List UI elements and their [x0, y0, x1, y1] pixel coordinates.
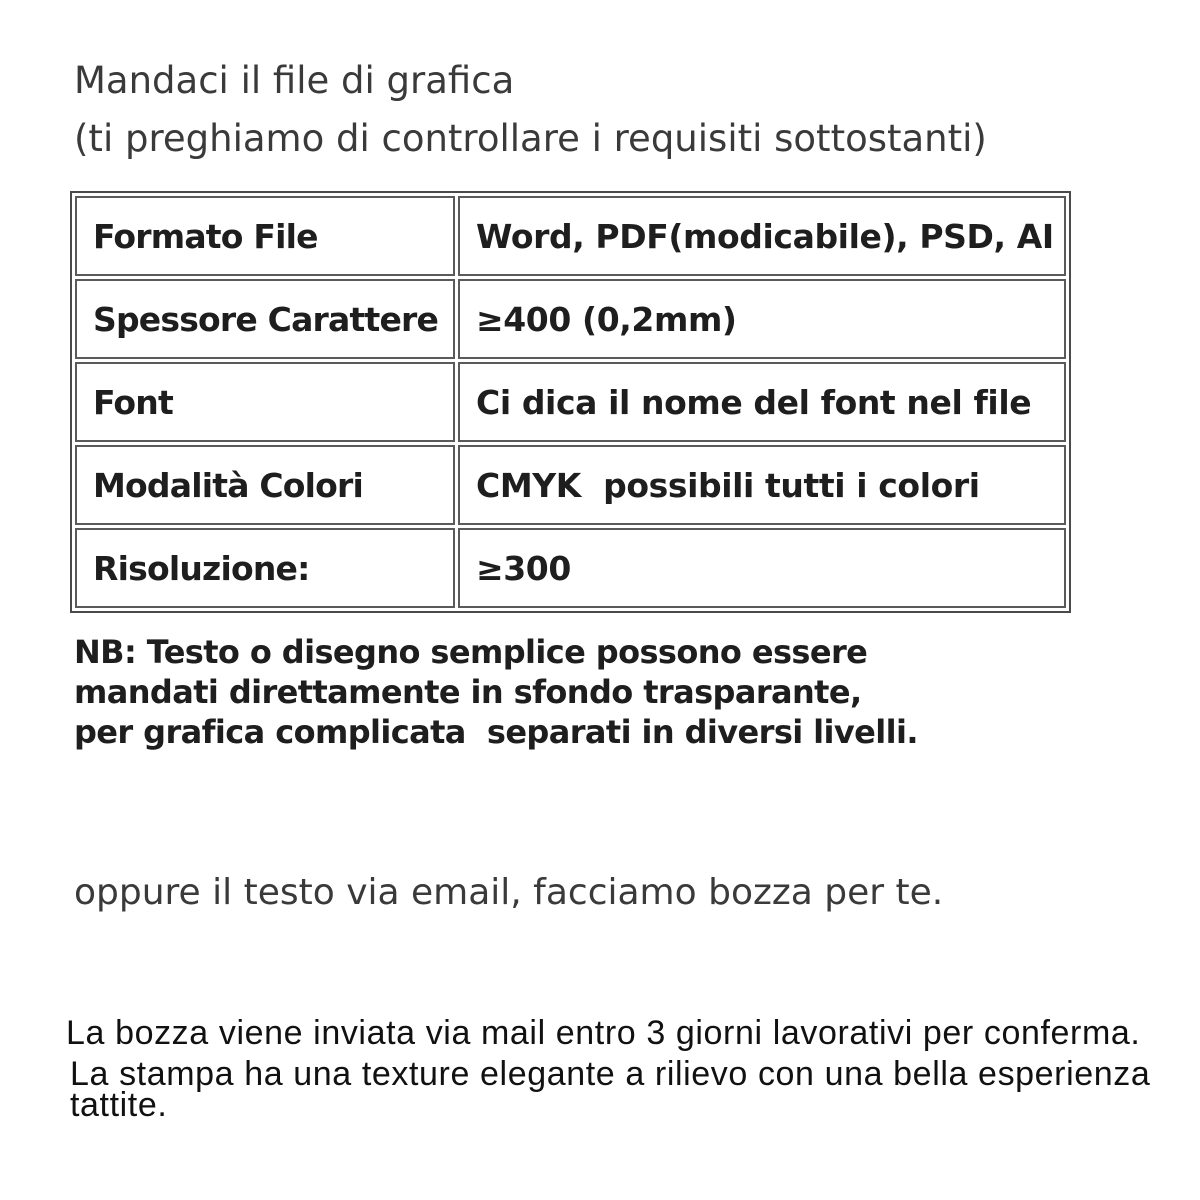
row-value-stroke-thickness: ≥400 (0,2mm) [458, 279, 1066, 359]
intro-heading [74, 52, 1174, 168]
note-line-2: mandati direttamente in sfondo trasparante, [74, 673, 862, 711]
table-row [75, 196, 1066, 276]
row-label-stroke-thickness: Spessore Carattere [75, 279, 455, 359]
row-label-font: Font [75, 362, 455, 442]
row-value-color-mode: CMYK possibili tutti i colori [458, 445, 1066, 525]
intro-line-1: Mandaci il file di grafica [74, 59, 515, 102]
table-row [75, 445, 1066, 525]
row-label-color-mode: Modalità Colori [75, 445, 455, 525]
row-label-file-format: Formato File [75, 196, 455, 276]
note-line-1: NB: Testo o disegno semplice possono essere [74, 633, 868, 671]
note-paragraph [74, 632, 1174, 752]
row-label-resolution: Risoluzione: [75, 528, 455, 608]
row-value-resolution: ≥300 [458, 528, 1066, 608]
file-requirements-table [70, 191, 1071, 613]
table-row [75, 528, 1066, 608]
row-value-file-format: Word, PDF(modicabile), PSD, AI [458, 196, 1066, 276]
print-texture-text: La stampa ha una texture elegante a rilievo con una bella esperienza tattite. [70, 1055, 1151, 1124]
email-option-text: oppure il testo via email, facciamo bozza per te. [74, 872, 944, 913]
table-row [75, 362, 1066, 442]
intro-line-2: (ti preghiamo di controllare i requisiti sottostanti) [74, 117, 987, 160]
footer-info [66, 1014, 1176, 1131]
table-row [75, 279, 1066, 359]
note-line-3: per grafica complicata separati in diversi livelli. [74, 713, 918, 751]
proof-delivery-text: La bozza viene inviata via mail entro 3 giorni lavorativi per conferma. [66, 1014, 1141, 1052]
row-value-font: Ci dica il nome del font nel file [458, 362, 1066, 442]
